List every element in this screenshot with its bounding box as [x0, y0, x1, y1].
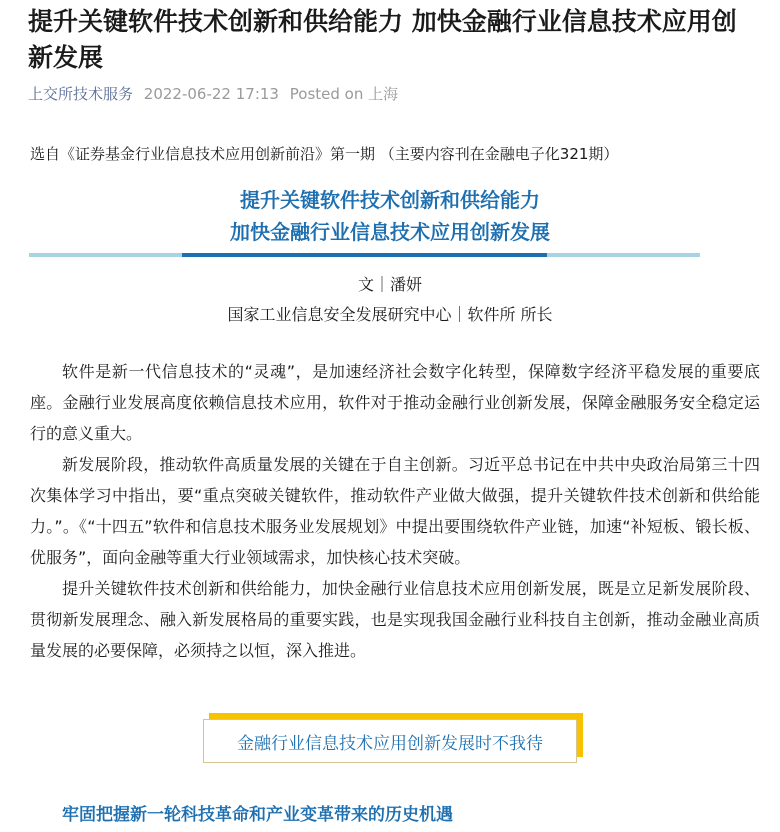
- article-title: 提升关键软件技术创新和供给能力 加快金融行业信息技术应用创新发展: [28, 7, 737, 72]
- divider-right: [547, 253, 700, 257]
- article-body: [30, 356, 760, 666]
- publish-location: Posted on 上海: [289, 85, 399, 103]
- publish-time: 2022-06-22 17:13: [143, 85, 279, 103]
- account-name-link[interactable]: 上交所技术服务: [28, 85, 134, 103]
- section-title: 金融行业信息技术应用创新发展时不我待: [203, 719, 577, 763]
- author-affiliation: 国家工业信息安全发展研究中心｜软件所 所长: [227, 305, 553, 324]
- section-title-box: [203, 719, 577, 763]
- source-note: 选自《证券基金行业信息技术应用创新前沿》第一期 （主要内容刊在金融电子化321期）: [30, 145, 619, 163]
- paragraph: 新发展阶段，推动软件高质量发展的关键在于自主创新。习近平总书记在中共中央政治局第三十四次集体学习中指出，要“重点突破关键软件，推动软件产业做大做强，提升关键软件技术创新和供给能力。”。《“十四五”软件和信息技术服务业发展规划》中提出要围绕软件产业链，加速“补短板、锻长板、优服务”，面向金融等重大行业领域需求，加快核心技术突破。: [30, 455, 760, 567]
- subtitle-line-1: 提升关键软件技术创新和供给能力: [240, 188, 540, 212]
- article-meta: [28, 83, 404, 105]
- paragraph: 提升关键软件技术创新和供给能力，加快金融行业信息技术应用创新发展，既是立足新发展阶段、贯彻新发展理念、融入新发展格局的重要实践，也是实现我国金融行业科技自主创新，推动金融业高质量发展的必要保障，必须持之以恒，深入推进。: [30, 579, 760, 660]
- subtitle-line-2: 加快金融行业信息技术应用创新发展: [230, 220, 550, 244]
- subheading: 牢固把握新一轮科技革命和产业变革带来的历史机遇: [62, 805, 453, 825]
- divider-center: [182, 253, 547, 257]
- divider-left: [29, 253, 182, 257]
- paragraph: 软件是新一代信息技术的“灵魂”，是加速经济社会数字化转型，保障数字经济平稳发展的重要底座。金融行业发展高度依赖信息技术应用，软件对于推动金融行业创新发展，保障金融服务安全稳定运行的意义重大。: [30, 362, 760, 443]
- author-line: 文｜潘妍: [357, 275, 422, 294]
